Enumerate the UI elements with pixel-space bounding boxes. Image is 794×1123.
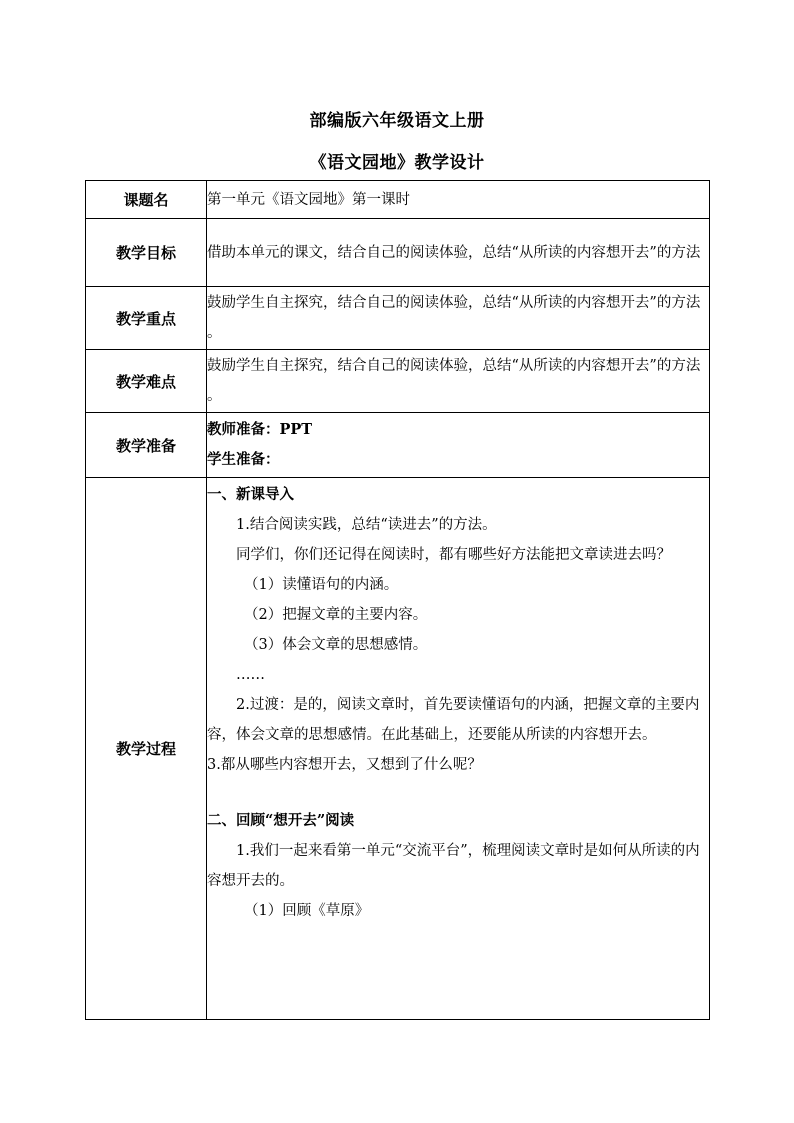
lesson-plan-table: [85, 180, 710, 1020]
row-difficulty: [86, 350, 710, 413]
spacer: [207, 780, 709, 806]
label-prep: 教学准备: [86, 413, 207, 478]
process-line: 3.都从哪些内容想开去，又想到了什么呢？: [207, 757, 482, 773]
row-process: [86, 478, 710, 1020]
student-prep: 学生准备：: [207, 451, 280, 468]
process-line: 1.结合阅读实践，总结“读进去”的方法。: [236, 517, 497, 533]
process-line: ……: [236, 667, 265, 683]
value-goal: 借助本单元的课文，结合自己的阅读体验，总结“从所读的内容想开去”的方法: [207, 219, 710, 287]
label-difficulty: 教学难点: [86, 350, 207, 413]
value-topic: 第一单元《语文园地》第一课时: [207, 181, 710, 219]
teacher-prep: 教师准备：PPT: [207, 421, 313, 438]
label-key: 教学重点: [86, 287, 207, 350]
label-goal: 教学目标: [86, 219, 207, 287]
row-prep: [86, 413, 710, 478]
process-line: 同学们，你们还记得在阅读时，都有哪些好方法能把文章读进去吗？: [236, 547, 671, 563]
value-prep: [207, 413, 710, 478]
label-process: 教学过程: [86, 478, 207, 1020]
process-line: （2）把握文章的主要内容。: [244, 607, 428, 623]
document-subtitle: 《语文园地》教学设计: [309, 153, 485, 173]
process-line: （1）读懂语句的内涵。: [244, 577, 399, 593]
section-heading-intro: 一、新课导入: [207, 486, 294, 503]
row-key: [86, 287, 710, 350]
process-line: 1.我们一起来看第一单元“交流平台”，梳理阅读文章时是如何从所读的内容想开去的。: [207, 843, 700, 889]
section-heading-review: 二、回顾“想开去”阅读: [207, 812, 355, 829]
process-line: 2.过渡：是的，阅读文章时，首先要读懂语句的内涵，把握文章的主要内容，体会文章的思想感情。在此基础上，还要能从所读的内容想开去。: [207, 697, 700, 743]
process-line: （3）体会文章的思想感情。: [244, 637, 428, 653]
process-line: （1）回顾《草原》: [244, 903, 370, 919]
label-topic: 课题名: [86, 181, 207, 219]
row-goal: [86, 219, 710, 287]
value-difficulty: 鼓励学生自主探究，结合自己的阅读体验，总结“从所读的内容想开去”的方法 。: [207, 350, 710, 413]
value-key: 鼓励学生自主探究，结合自己的阅读体验，总结“从所读的内容想开去”的方法 。: [207, 287, 710, 350]
document-title: 部编版六年级语文上册: [309, 111, 485, 131]
value-process: [207, 478, 710, 1020]
row-topic: [86, 181, 710, 219]
